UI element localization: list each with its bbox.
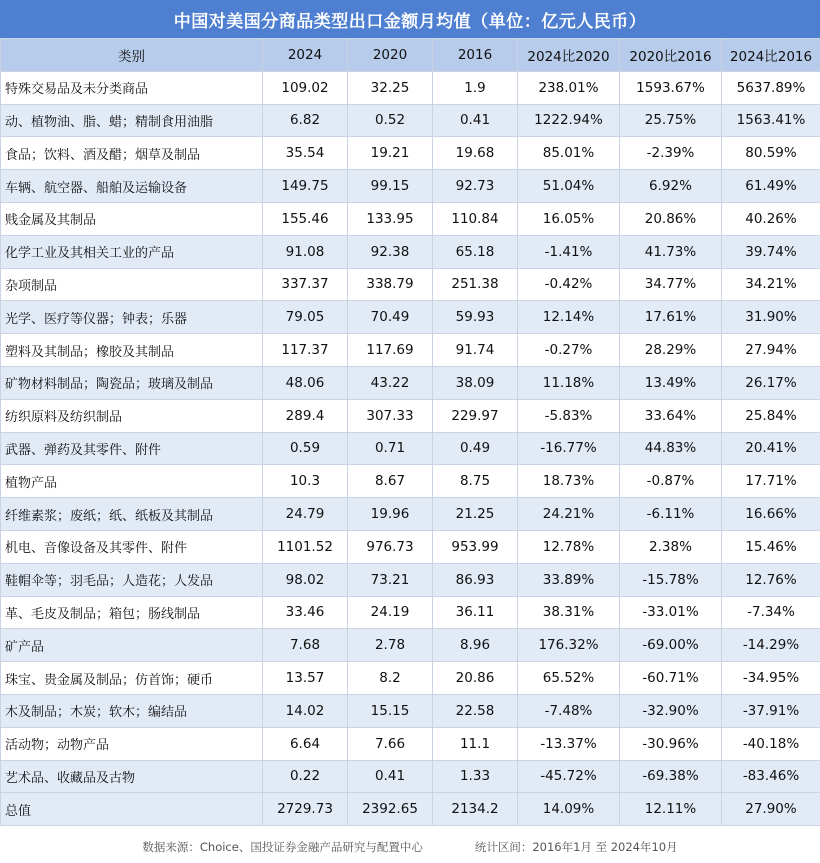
value-cell: -1.41% [518,235,620,268]
value-cell: 27.94% [722,334,820,367]
value-cell: 34.77% [620,268,722,301]
value-cell: 92.38 [348,235,433,268]
value-cell: 8.2 [348,662,433,695]
value-cell: -2.39% [620,137,722,170]
category-cell: 木及制品；木炭；软木；编结品 [1,694,263,727]
value-cell: 85.01% [518,137,620,170]
table-row [1,694,820,727]
value-cell: 19.96 [348,498,433,531]
value-cell: -45.72% [518,760,620,793]
category-cell: 光学、医疗等仪器；钟表；乐器 [1,301,263,334]
value-cell: 33.89% [518,563,620,596]
value-cell: 59.93 [433,301,518,334]
value-cell: 38.31% [518,596,620,629]
value-cell: 91.08 [263,235,348,268]
value-cell: 16.66% [722,498,820,531]
value-cell: 8.67 [348,465,433,498]
value-cell: 26.17% [722,366,820,399]
value-cell: 70.49 [348,301,433,334]
value-cell: 338.79 [348,268,433,301]
value-cell: 40.26% [722,202,820,235]
value-cell: 24.21% [518,498,620,531]
value-cell: 99.15 [348,170,433,203]
value-cell: -83.46% [722,760,820,793]
column-header: 2024比2020 [518,39,620,72]
column-header: 类别 [1,39,263,72]
category-cell: 植物产品 [1,465,263,498]
column-header: 2020比2016 [620,39,722,72]
value-cell: 149.75 [263,170,348,203]
value-cell: 12.78% [518,530,620,563]
table-row [1,170,820,203]
value-cell: 21.25 [433,498,518,531]
value-cell: 27.90% [722,793,820,826]
value-cell: 176.32% [518,629,620,662]
value-cell: 14.09% [518,793,620,826]
table-row [1,465,820,498]
value-cell: -0.27% [518,334,620,367]
value-cell: 25.84% [722,399,820,432]
value-cell: 73.21 [348,563,433,596]
value-cell: 0.41 [348,760,433,793]
category-cell: 动、植物油、脂、蜡；精制食用油脂 [1,104,263,137]
value-cell: 15.46% [722,530,820,563]
value-cell: 20.86 [433,662,518,695]
table-row [1,399,820,432]
value-cell: 0.41 [433,104,518,137]
table-row [1,530,820,563]
value-cell: 0.52 [348,104,433,137]
table-row [1,366,820,399]
value-cell: 0.59 [263,432,348,465]
category-cell: 总值 [1,793,263,826]
value-cell: -6.11% [620,498,722,531]
value-cell: -16.77% [518,432,620,465]
value-cell: -32.90% [620,694,722,727]
table-row [1,727,820,760]
category-cell: 艺术品、收藏品及古物 [1,760,263,793]
value-cell: 32.25 [348,71,433,104]
value-cell: -13.37% [518,727,620,760]
value-cell: 251.38 [433,268,518,301]
value-cell: 117.69 [348,334,433,367]
value-cell: 34.21% [722,268,820,301]
value-cell: 337.37 [263,268,348,301]
value-cell: 0.22 [263,760,348,793]
category-cell: 化学工业及其相关工业的产品 [1,235,263,268]
category-cell: 贱金属及其制品 [1,202,263,235]
category-cell: 革、毛皮及制品；箱包；肠线制品 [1,596,263,629]
value-cell: 1101.52 [263,530,348,563]
value-cell: 12.11% [620,793,722,826]
value-cell: 41.73% [620,235,722,268]
value-cell: 12.76% [722,563,820,596]
value-cell: 65.18 [433,235,518,268]
value-cell: 79.05 [263,301,348,334]
table-row [1,104,820,137]
value-cell: -0.42% [518,268,620,301]
value-cell: 0.71 [348,432,433,465]
category-cell: 珠宝、贵金属及制品；仿首饰；硬币 [1,662,263,695]
table-row [1,71,820,104]
value-cell: 33.64% [620,399,722,432]
value-cell: 31.90% [722,301,820,334]
value-cell: 133.95 [348,202,433,235]
value-cell: 19.21 [348,137,433,170]
value-cell: 2729.73 [263,793,348,826]
value-cell: 8.96 [433,629,518,662]
value-cell: -30.96% [620,727,722,760]
value-cell: 6.82 [263,104,348,137]
category-cell: 食品；饮料、酒及醋；烟草及制品 [1,137,263,170]
category-cell: 特殊交易品及未分类商品 [1,71,263,104]
value-cell: 39.74% [722,235,820,268]
table-row [1,662,820,695]
column-header: 2024 [263,39,348,72]
value-cell: 2392.65 [348,793,433,826]
chart-title: 中国对美国分商品类型出口金额月均值（单位：亿元人民币） [0,0,820,38]
category-cell: 塑料及其制品；橡胶及其制品 [1,334,263,367]
value-cell: 65.52% [518,662,620,695]
table-row [1,629,820,662]
value-cell: -14.29% [722,629,820,662]
value-cell: -33.01% [620,596,722,629]
value-cell: 15.15 [348,694,433,727]
value-cell: 1.9 [433,71,518,104]
value-cell: 48.06 [263,366,348,399]
category-cell: 机电、音像设备及其零件、附件 [1,530,263,563]
category-cell: 武器、弹药及其零件、附件 [1,432,263,465]
value-cell: 155.46 [263,202,348,235]
value-cell: 1593.67% [620,71,722,104]
value-cell: 8.75 [433,465,518,498]
category-cell: 矿产品 [1,629,263,662]
value-cell: 289.4 [263,399,348,432]
value-cell: 953.99 [433,530,518,563]
value-cell: -0.87% [620,465,722,498]
value-cell: 1222.94% [518,104,620,137]
table-row [1,268,820,301]
value-cell: -37.91% [722,694,820,727]
value-cell: 80.59% [722,137,820,170]
value-cell: -60.71% [620,662,722,695]
table-row [1,432,820,465]
value-cell: 35.54 [263,137,348,170]
value-cell: 36.11 [433,596,518,629]
value-cell: 0.49 [433,432,518,465]
value-cell: 307.33 [348,399,433,432]
category-cell: 纤维素浆；废纸；纸、纸板及其制品 [1,498,263,531]
value-cell: 92.73 [433,170,518,203]
value-cell: 24.19 [348,596,433,629]
data-table [0,38,820,826]
table-row [1,137,820,170]
value-cell: 33.46 [263,596,348,629]
category-cell: 鞋帽伞等；羽毛品；人造花；人发品 [1,563,263,596]
value-cell: -34.95% [722,662,820,695]
category-cell: 矿物材料制品；陶瓷品；玻璃及制品 [1,366,263,399]
table-row [1,596,820,629]
value-cell: 6.92% [620,170,722,203]
value-cell: 19.68 [433,137,518,170]
value-cell: 10.3 [263,465,348,498]
value-cell: 229.97 [433,399,518,432]
value-cell: 24.79 [263,498,348,531]
value-cell: 5637.89% [722,71,820,104]
value-cell: 12.14% [518,301,620,334]
table-row [1,301,820,334]
category-cell: 车辆、航空器、船舶及运输设备 [1,170,263,203]
value-cell: 22.58 [433,694,518,727]
value-cell: 13.49% [620,366,722,399]
data-source-text: 数据来源：Choice、国投证券金融产品研究与配置中心 [142,840,423,854]
value-cell: 1.33 [433,760,518,793]
value-cell: 17.71% [722,465,820,498]
value-cell: 976.73 [348,530,433,563]
footer-note [0,836,820,858]
value-cell: -5.83% [518,399,620,432]
value-cell: 43.22 [348,366,433,399]
value-cell: -7.48% [518,694,620,727]
value-cell: 44.83% [620,432,722,465]
table-row [1,760,820,793]
value-cell: 6.64 [263,727,348,760]
value-cell: 14.02 [263,694,348,727]
total-row [1,793,820,826]
column-header: 2016 [433,39,518,72]
table-row [1,563,820,596]
column-header: 2024比2016 [722,39,820,72]
value-cell: 2.78 [348,629,433,662]
value-cell: 1563.41% [722,104,820,137]
value-cell: 20.86% [620,202,722,235]
table-row [1,202,820,235]
value-cell: 7.66 [348,727,433,760]
table-body [1,71,820,825]
value-cell: 25.75% [620,104,722,137]
table-row [1,235,820,268]
value-cell: -15.78% [620,563,722,596]
column-header: 2020 [348,39,433,72]
value-cell: 16.05% [518,202,620,235]
value-cell: 17.61% [620,301,722,334]
category-cell: 纺织原料及纺织制品 [1,399,263,432]
value-cell: 28.29% [620,334,722,367]
period-text: 统计区间：2016年1月 至 2024年10月 [474,840,678,854]
value-cell: 110.84 [433,202,518,235]
value-cell: 2.38% [620,530,722,563]
value-cell: -69.00% [620,629,722,662]
category-cell: 活动物；动物产品 [1,727,263,760]
value-cell: -7.34% [722,596,820,629]
value-cell: 51.04% [518,170,620,203]
value-cell: 11.18% [518,366,620,399]
value-cell: 11.1 [433,727,518,760]
table-row [1,334,820,367]
value-cell: 38.09 [433,366,518,399]
table-header-row [1,39,820,72]
value-cell: 91.74 [433,334,518,367]
value-cell: 13.57 [263,662,348,695]
value-cell: 18.73% [518,465,620,498]
category-cell: 杂项制品 [1,268,263,301]
value-cell: 117.37 [263,334,348,367]
value-cell: 20.41% [722,432,820,465]
value-cell: 98.02 [263,563,348,596]
value-cell: 109.02 [263,71,348,104]
value-cell: 2134.2 [433,793,518,826]
value-cell: 61.49% [722,170,820,203]
value-cell: 7.68 [263,629,348,662]
table-row [1,498,820,531]
value-cell: -69.38% [620,760,722,793]
value-cell: 238.01% [518,71,620,104]
value-cell: 86.93 [433,563,518,596]
value-cell: -40.18% [722,727,820,760]
